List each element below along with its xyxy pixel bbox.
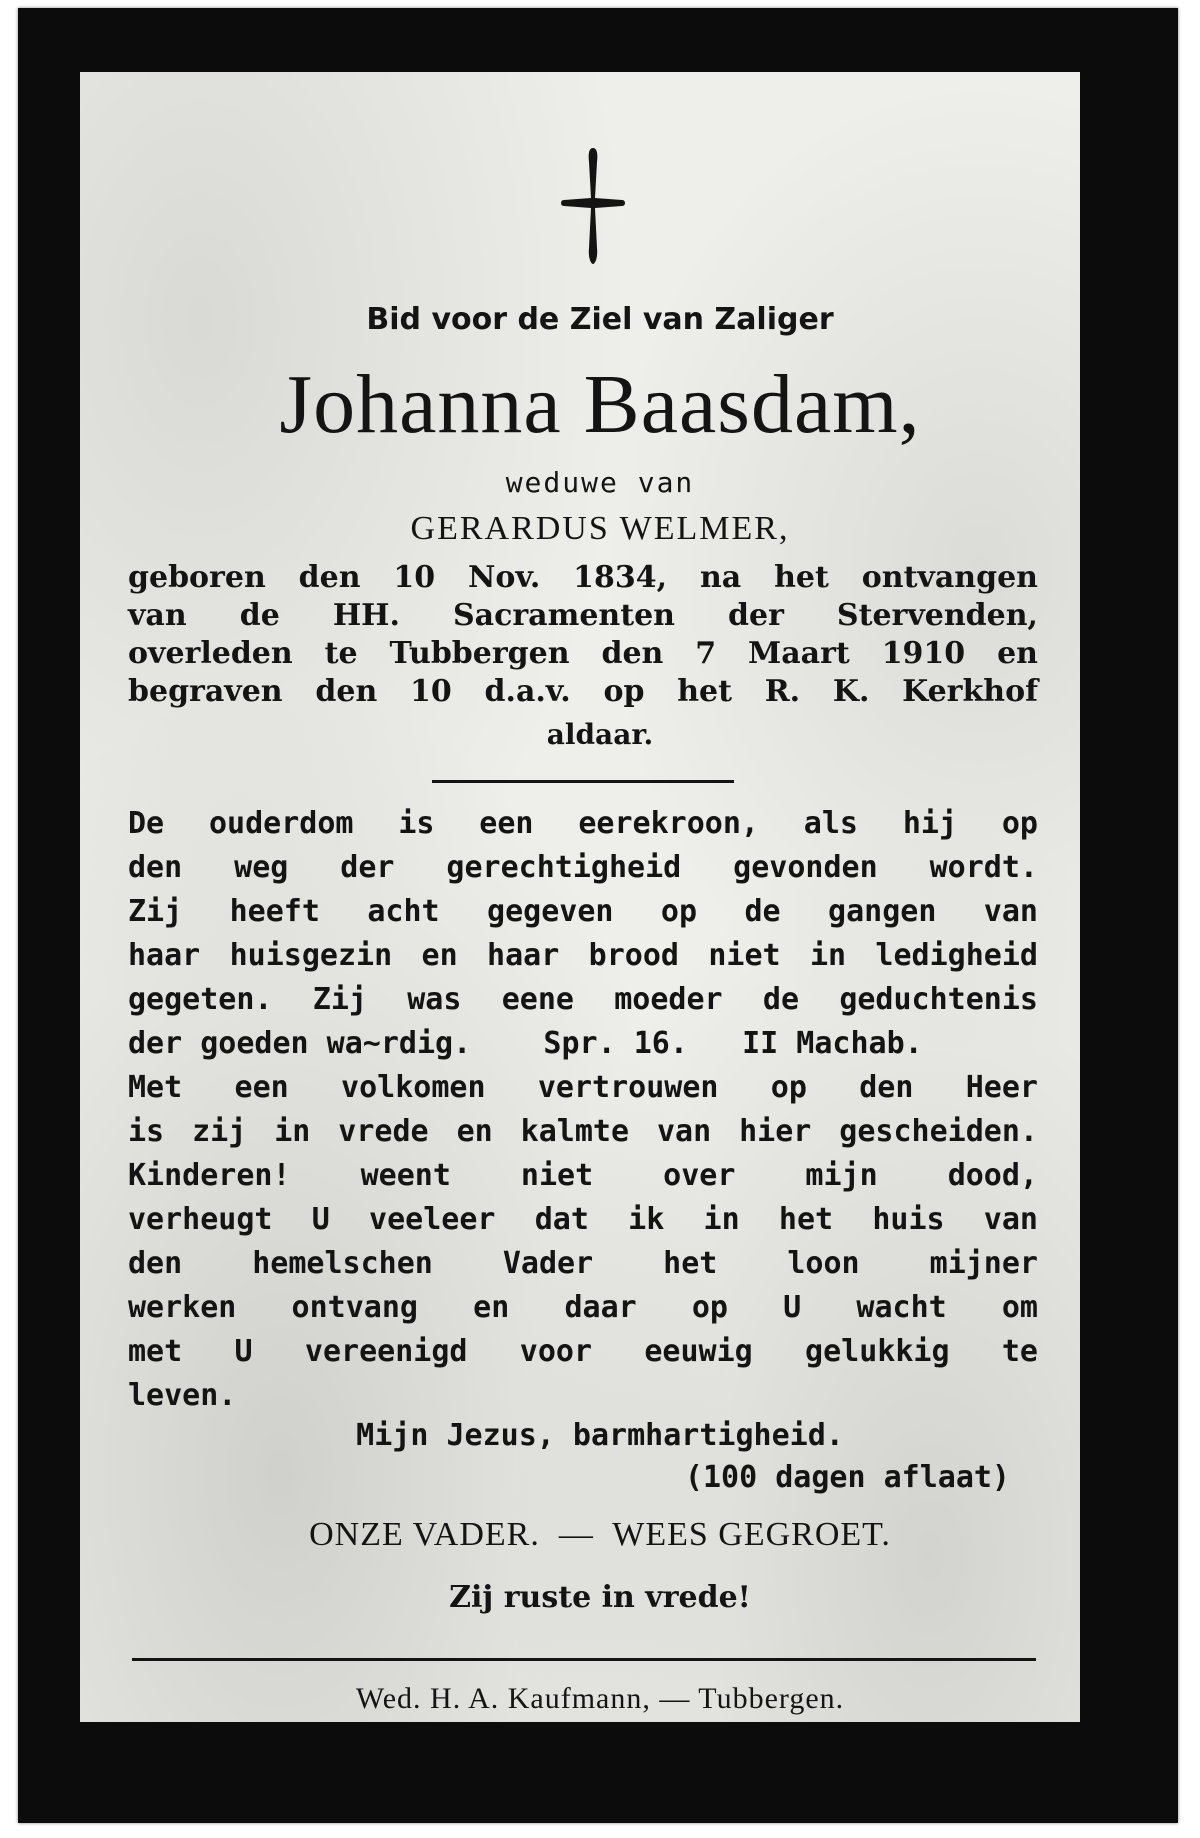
- biography-line: overleden te Tubbergen den 7 Maart 1910 en: [128, 636, 1038, 671]
- verse-line: Met een volkomen vertrouwen op den Heer: [128, 1070, 1038, 1105]
- divider-rule: [432, 780, 734, 783]
- verse-line: der goeden wa~rdig. Spr. 16. II Machab.: [128, 1026, 923, 1061]
- verse-line: De ouderdom is een eerekroon, als hij op: [128, 806, 1038, 841]
- deceased-name: Johanna Baasdam,: [279, 358, 921, 451]
- widow-of-label: weduwe van: [505, 466, 695, 499]
- verse-line: met U vereenigd voor eeuwig gelukkig te: [128, 1334, 1038, 1369]
- biography-line: van de HH. Sacramenten der Stervenden,: [128, 598, 1038, 633]
- verse-line: werken ontvang en daar op U wacht om: [128, 1290, 1038, 1325]
- bottom-rule: [132, 1658, 1036, 1661]
- verse-line: is zij in vrede en kalmte van hier gescheiden.: [128, 1114, 1038, 1149]
- verse-line: gegeten. Zij was eene moeder de geduchtenis: [128, 982, 1038, 1017]
- verse-line: den weg der gerechtigheid gevonden wordt.: [128, 850, 1038, 885]
- verse-line: Zij heeft acht gegeven op de gangen van: [128, 894, 1038, 929]
- verse-line: verheugt U veeleer dat ik in het huis van: [128, 1202, 1038, 1237]
- biography-line: begraven den 10 d.a.v. op het R. K. Kerkhof: [128, 674, 1038, 709]
- prayers-recited: ONZE VADER. — WEES GEGROET.: [309, 1516, 891, 1553]
- indulgence-text: (100 dagen aflaat): [684, 1460, 1010, 1495]
- verse-line: den hemelschen Vader het loon mijner: [128, 1246, 1038, 1281]
- verse-line: haar huisgezin en haar brood niet in ledigheid: [128, 938, 1038, 973]
- biography-line: aldaar.: [546, 718, 654, 751]
- verse-line: Kinderen! weent niet over mijn dood,: [128, 1158, 1038, 1193]
- rest-in-peace-text: Zij ruste in vrede!: [449, 1580, 751, 1615]
- spouse-name: GERARDUS WELMER,: [410, 510, 790, 547]
- biography-line: geboren den 10 Nov. 1834, na het ontvangen: [128, 560, 1038, 595]
- verse-line: leven.: [128, 1378, 237, 1413]
- invocation-text: Bid voor de Ziel van Zaliger: [366, 302, 834, 337]
- cross-icon: [558, 146, 628, 266]
- printer-imprint: Wed. H. A. Kaufmann, — Tubbergen.: [355, 1682, 845, 1715]
- prayer-text: Mijn Jezus, barmhartigheid.: [356, 1418, 844, 1453]
